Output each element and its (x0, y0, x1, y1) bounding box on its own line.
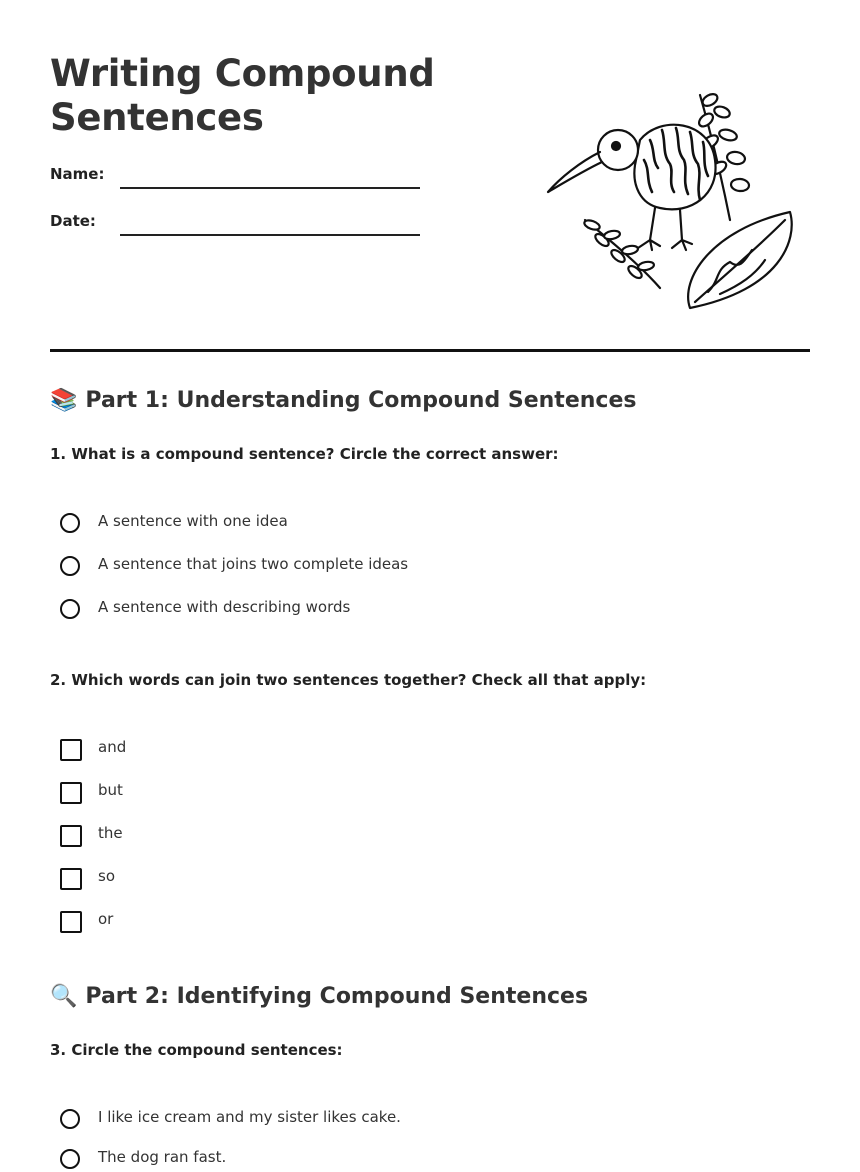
part1-heading (50, 388, 636, 413)
books-icon: 📚 (50, 388, 78, 413)
q2-option-the-label: the (98, 824, 123, 842)
q2-option-so[interactable] (60, 865, 760, 891)
q3-option-1[interactable] (60, 1106, 760, 1132)
title-line-2: Sentences (50, 96, 264, 139)
name-field[interactable] (120, 187, 420, 189)
question-3: 3. Circle the compound sentences: (50, 1041, 343, 1059)
radio-circle[interactable] (60, 513, 80, 533)
radio-circle[interactable] (60, 1149, 80, 1169)
section-divider (50, 349, 810, 352)
q3-option-2[interactable] (60, 1146, 760, 1172)
q2-option-so-label: so (98, 867, 115, 885)
checkbox[interactable] (60, 739, 82, 761)
q2-option-and-label: and (98, 738, 127, 756)
q3-option-2-label: The dog ran fast. (98, 1148, 227, 1166)
name-label: Name: (50, 165, 105, 183)
checkbox[interactable] (60, 782, 82, 804)
radio-circle[interactable] (60, 599, 80, 619)
q2-option-but-label: but (98, 781, 123, 799)
date-field[interactable] (120, 234, 420, 236)
radio-circle[interactable] (60, 556, 80, 576)
page-title (50, 52, 480, 140)
q2-option-or[interactable] (60, 908, 760, 934)
worksheet-page (50, 0, 810, 1166)
question-2: 2. Which words can join two sentences together? Check all that apply: (50, 671, 647, 689)
magnifier-icon: 🔍 (50, 984, 78, 1009)
checkbox[interactable] (60, 868, 82, 890)
kiwi-illustration (540, 80, 810, 320)
q1-option-3[interactable] (60, 596, 760, 622)
checkbox[interactable] (60, 825, 82, 847)
question-1: 1. What is a compound sentence? Circle the correct answer: (50, 445, 559, 463)
q2-option-the[interactable] (60, 822, 760, 848)
radio-circle[interactable] (60, 1109, 80, 1129)
q2-option-and[interactable] (60, 736, 760, 762)
q1-option-2[interactable] (60, 553, 760, 579)
q2-option-but[interactable] (60, 779, 760, 805)
q1-option-2-label: A sentence that joins two complete ideas (98, 555, 409, 573)
q1-option-3-label: A sentence with describing words (98, 598, 351, 616)
date-label: Date: (50, 212, 96, 230)
q2-option-or-label: or (98, 910, 114, 928)
q1-option-1-label: A sentence with one idea (98, 512, 288, 530)
q3-option-1-label: I like ice cream and my sister likes cake. (98, 1108, 401, 1126)
checkbox[interactable] (60, 911, 82, 933)
title-line-1: Writing Compound (50, 52, 435, 95)
q1-option-1[interactable] (60, 510, 760, 536)
part2-heading-text: Part 2: Identifying Compound Sentences (85, 984, 589, 1009)
part1-heading-text: Part 1: Understanding Compound Sentences (85, 388, 637, 413)
part2-heading (50, 984, 588, 1009)
